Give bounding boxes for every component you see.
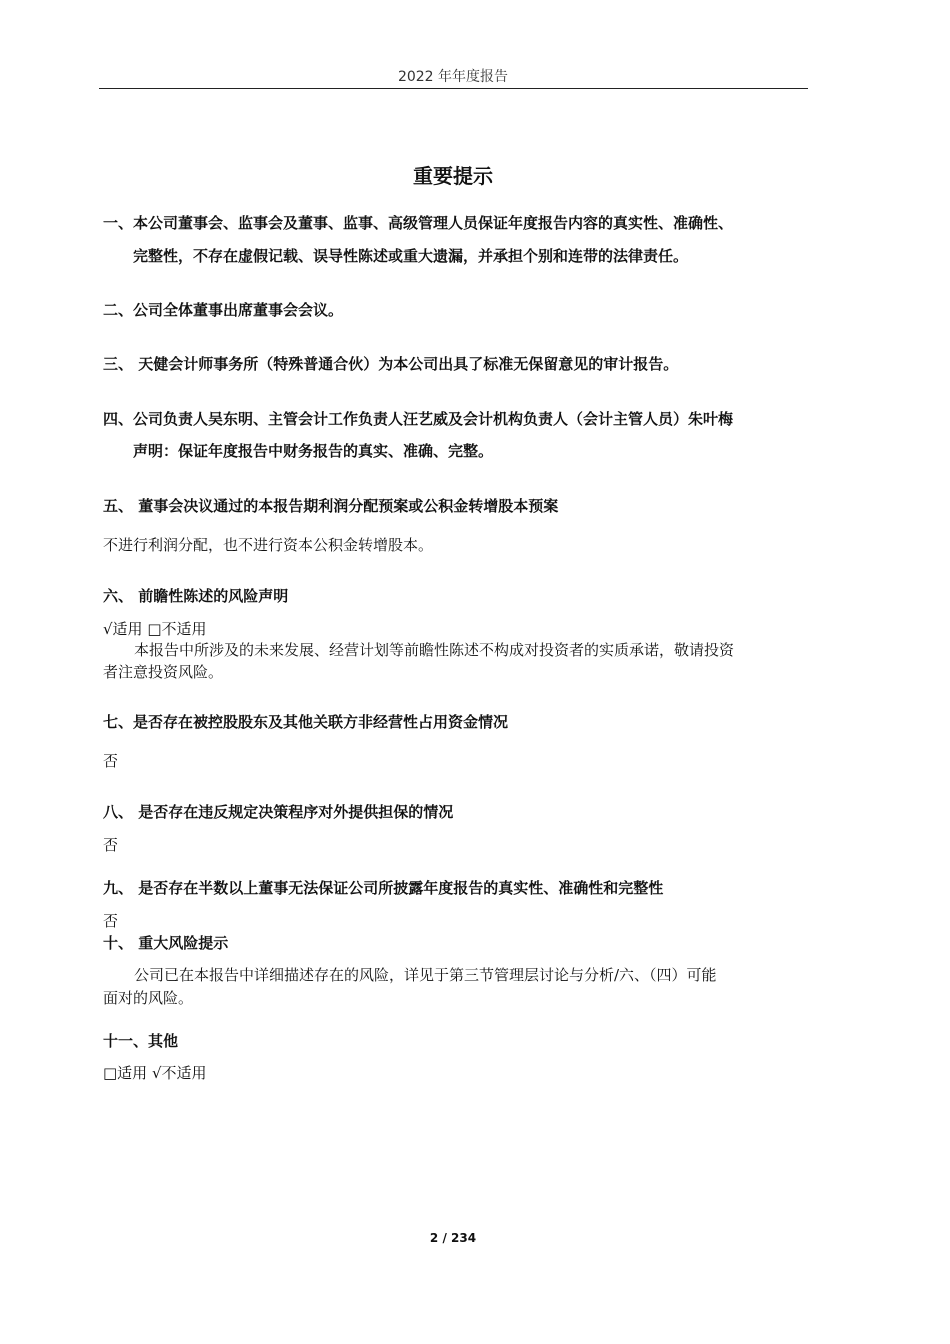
- section-4-line-1: 四、公司负责人吴东明、主管会计工作负责人汪艺威及会计机构负责人（会计主管人员）朱叶梅: [103, 410, 734, 428]
- section-4-line-2: 声明：保证年度报告中财务报告的真实、准确、完整。: [133, 442, 494, 460]
- section-8-answer: 否: [103, 836, 119, 854]
- section-6-body-line-2: 者注意投资风险。: [103, 663, 224, 681]
- section-10-body-line-2: 面对的风险。: [103, 989, 194, 1007]
- section-2: 二、公司全体董事出席董事会会议。: [103, 301, 344, 319]
- section-7-answer: 否: [103, 752, 119, 770]
- section-1-line-2: 完整性，不存在虚假记载、误导性陈述或重大遗漏，并承担个别和连带的法律责任。: [133, 247, 689, 265]
- section-8-heading: 八、 是否存在违反规定决策程序对外提供担保的情况: [103, 803, 454, 821]
- section-7-heading: 七、是否存在被控股股东及其他关联方非经营性占用资金情况: [103, 713, 509, 731]
- page-number: 2 / 234: [429, 1231, 477, 1245]
- section-6-options: √适用 □不适用: [103, 620, 207, 638]
- section-6-heading: 六、 前瞻性陈述的风险声明: [103, 587, 289, 605]
- section-1-line-1: 一、本公司董事会、监事会及董事、监事、高级管理人员保证年度报告内容的真实性、准确性、: [103, 214, 734, 232]
- section-9-heading: 九、 是否存在半数以上董事无法保证公司所披露年度报告的真实性、准确性和完整性: [103, 879, 664, 897]
- section-9-answer: 否: [103, 912, 119, 930]
- section-6-body-line-1: 本报告中所涉及的未来发展、经营计划等前瞻性陈述不构成对投资者的实质承诺，敬请投资: [134, 641, 735, 659]
- section-3: 三、 天健会计师事务所（特殊普通合伙）为本公司出具了标准无保留意见的审计报告。: [103, 355, 679, 373]
- header-divider: [99, 88, 808, 89]
- page-title: 重要提示: [413, 164, 493, 188]
- section-11-heading: 十一、其他: [103, 1032, 179, 1050]
- section-10-body-line-1: 公司已在本报告中详细描述存在的风险，详见于第三节管理层讨论与分析/六、（四）可能: [134, 966, 717, 984]
- section-5-heading: 五、 董事会决议通过的本报告期利润分配预案或公积金转增股本预案: [103, 497, 559, 515]
- running-header: 2022 年年度报告: [397, 69, 509, 85]
- section-10-heading: 十、 重大风险提示: [103, 934, 229, 952]
- section-11-options: □适用 √不适用: [103, 1064, 207, 1082]
- section-5-body: 不进行利润分配，也不进行资本公积金转增股本。: [103, 536, 434, 554]
